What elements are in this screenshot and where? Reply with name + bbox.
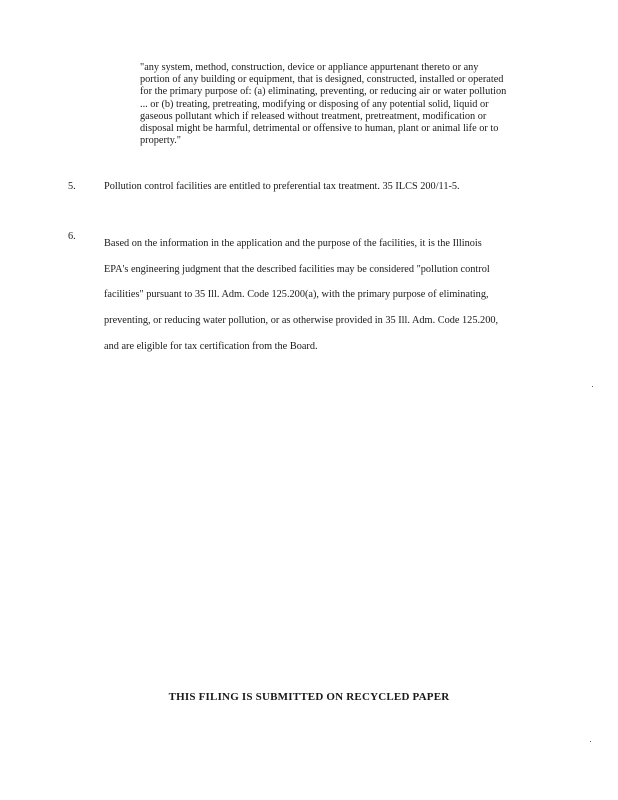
recycled-paper-footer: THIS FILING IS SUBMITTED ON RECYCLED PAPER (168, 691, 450, 703)
quote-line: ... or (b) treating, pretreating, modifying or disposing of any potential solid, liquid or (140, 98, 489, 110)
paragraph-number: 6. (68, 231, 76, 242)
quote-line: disposal might be harmful, detrimental or offensive to human, plant or animal life or to (140, 123, 499, 135)
quote-line: property." (140, 135, 181, 147)
paragraph-line: Pollution control facilities are entitled to preferential tax treatment. 35 ILCS 200/11-5. (104, 181, 460, 192)
paragraph-text (104, 231, 544, 360)
paragraph-line: facilities" pursuant to 35 Ill. Adm. Code 125.200(a), with the primary purpose of eliminating, (104, 289, 489, 301)
paragraph-line: and are eligible for tax certification from the Board. (104, 340, 318, 352)
quote-line: gaseous pollutant which if released without treatment, pretreatment, modification or (140, 110, 487, 122)
paragraph-line: preventing, or reducing water pollution, or as otherwise provided in 35 Ill. Adm. Code 125.200, (104, 315, 499, 327)
paragraph-number: 5. (68, 181, 76, 192)
paragraph-line: Based on the information in the application and the purpose of the facilities, it is the Illinois (104, 238, 482, 249)
scan-speck (590, 741, 591, 742)
quote-line: "any system, method, construction, device or appliance appurtenant thereto or any (140, 62, 479, 73)
scan-speck (592, 386, 593, 387)
statutory-quote (140, 62, 540, 147)
paragraph-text (104, 181, 544, 192)
quote-line: for the primary purpose of: (a) eliminating, preventing, or reducing air or water pollution (140, 86, 507, 98)
paragraph-line: EPA's engineering judgment that the described facilities may be considered "pollution control (104, 263, 490, 275)
quote-line: portion of any building or equipment, that is designed, constructed, installed or operated (140, 74, 504, 86)
